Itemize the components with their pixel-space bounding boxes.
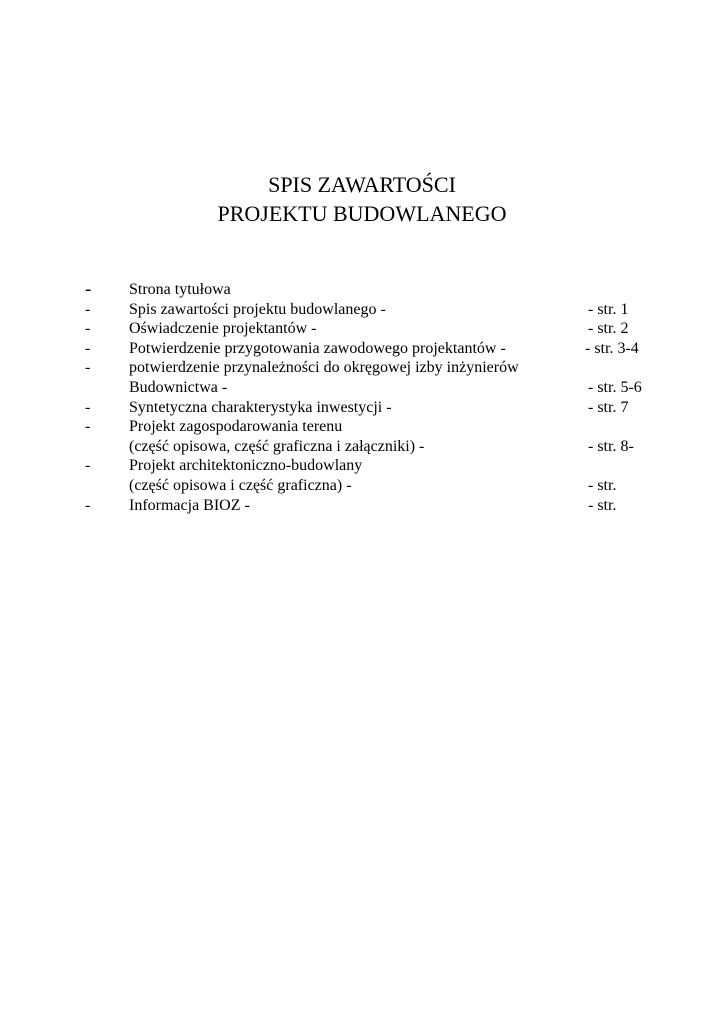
toc-entry-text: (część opisowa i część graficzna) -	[129, 476, 352, 494]
toc-entry	[0, 319, 724, 339]
toc-entry-text: Informacja BIOZ -	[129, 496, 250, 514]
toc-entry-text: Projekt architektoniczno-budowlany	[129, 457, 363, 475]
toc-entry	[0, 417, 724, 437]
toc-entry-text: Syntetyczna charakterystyka inwestycji -	[129, 398, 392, 416]
bullet-dash: -	[85, 339, 91, 357]
toc-entry-text: (część opisowa, część graficzna i załączniki) -	[129, 437, 425, 455]
document-title-line-1: SPIS ZAWARTOŚCI	[268, 172, 456, 197]
table-of-contents	[0, 280, 724, 515]
toc-entry	[0, 496, 724, 516]
bullet-dash: -	[85, 457, 91, 475]
toc-entry-page: - str. 2	[588, 320, 629, 338]
bullet-dash: -	[85, 300, 91, 318]
toc-entry-text: Strona tytułowa	[129, 281, 231, 298]
toc-entry-page: - str. 8-	[588, 437, 634, 455]
toc-entry	[0, 339, 724, 359]
toc-entry-text: Spis zawartości projektu budowlanego -	[129, 300, 386, 318]
bullet-dash: -	[85, 418, 91, 436]
toc-entry	[0, 300, 724, 320]
toc-entry-text: Projekt zagospodarowania terenu	[129, 418, 343, 436]
toc-entry-page: - str. 5-6	[588, 378, 642, 396]
toc-entry-text: Budownictwa -	[129, 378, 228, 396]
toc-entry-page: - str.	[588, 496, 617, 514]
bullet-dash: -	[85, 359, 91, 377]
document-title-line-2: PROJEKTU BUDOWLANEGO	[217, 201, 507, 226]
bullet-dash: -	[85, 320, 91, 338]
toc-entry-continuation	[0, 378, 724, 398]
toc-entry-page: - str. 3-4	[585, 339, 639, 357]
toc-entry-page: - str. 1	[588, 300, 629, 318]
toc-entry	[0, 398, 724, 418]
toc-entry	[0, 358, 724, 378]
toc-entry	[0, 280, 724, 300]
toc-entry	[0, 456, 724, 476]
toc-entry-text: Potwierdzenie przygotowania zawodowego projektantów -	[129, 339, 506, 357]
toc-entry-page: - str.	[588, 476, 617, 494]
bullet-dash: -	[85, 496, 91, 514]
toc-entry-page: - str. 7	[588, 398, 629, 416]
toc-entry-continuation	[0, 437, 724, 457]
toc-entry-text: potwierdzenie przynależności do okręgowej izby inżynierów	[129, 359, 519, 377]
toc-entry-continuation	[0, 476, 724, 496]
toc-entry-text: Oświadczenie projektantów -	[129, 320, 317, 338]
bullet-dash: -	[85, 279, 92, 300]
bullet-dash: -	[85, 398, 91, 416]
